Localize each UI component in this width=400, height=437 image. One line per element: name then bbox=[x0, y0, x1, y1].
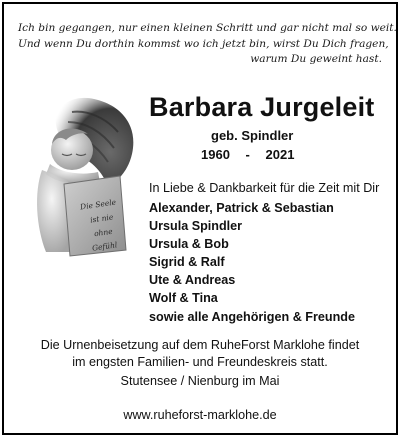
poem-line: Ich bin gegangen, nur einen kleinen Schritt und gar nicht mal so weit. bbox=[18, 22, 397, 34]
mourner-name: Ursula Spindler bbox=[149, 219, 243, 234]
burial-notice-line: Die Urnenbeisetzung auf dem RuheForst Marklohe findet bbox=[40, 338, 360, 352]
place-and-date: Stutensee / Nienburg im Mai bbox=[120, 374, 280, 388]
obituary-frame bbox=[2, 2, 398, 435]
mourners-list bbox=[149, 199, 355, 326]
deceased-name: Barbara Jurgeleit bbox=[149, 92, 375, 122]
tablet-text: ist nie bbox=[89, 212, 114, 225]
angel-with-stone-tablet-icon bbox=[28, 92, 152, 258]
burial-notice-line: im engsten Familien- und Freundeskreis statt. bbox=[72, 355, 328, 369]
poem bbox=[18, 21, 397, 68]
death-year: 2021 bbox=[265, 147, 295, 162]
birth-name: geb. Spindler bbox=[211, 128, 294, 143]
poem-line: Und wenn Du dorthin kommst wo ich jetzt bin, wirst Du Dich fragen, bbox=[18, 37, 389, 50]
poem-line: warum Du geweint hast. bbox=[250, 53, 382, 65]
website-link[interactable]: www.ruheforst-marklohe.de bbox=[123, 408, 277, 422]
mourner-name: Wolf & Tina bbox=[149, 291, 218, 306]
tablet-text: ohne bbox=[93, 226, 114, 239]
mourner-name: sowie alle Angehörigen & Freunde bbox=[149, 309, 355, 324]
mourner-name: Ursula & Bob bbox=[149, 237, 229, 252]
tablet-text: Gefühl bbox=[91, 240, 118, 253]
burial-notice bbox=[4, 337, 396, 371]
mourner-name: Alexander, Patrick & Sebastian bbox=[149, 201, 334, 215]
birth-year: 1960 bbox=[201, 147, 230, 162]
mourner-name: Sigrid & Ralf bbox=[149, 255, 225, 270]
mourners-intro: In Liebe & Dankbarkeit für die Zeit mit Dir bbox=[149, 181, 380, 195]
life-dates bbox=[201, 147, 294, 162]
mourner-name: Ute & Andreas bbox=[149, 273, 236, 288]
tablet-text: Die Seele bbox=[79, 197, 117, 212]
date-separator: - bbox=[245, 147, 250, 162]
